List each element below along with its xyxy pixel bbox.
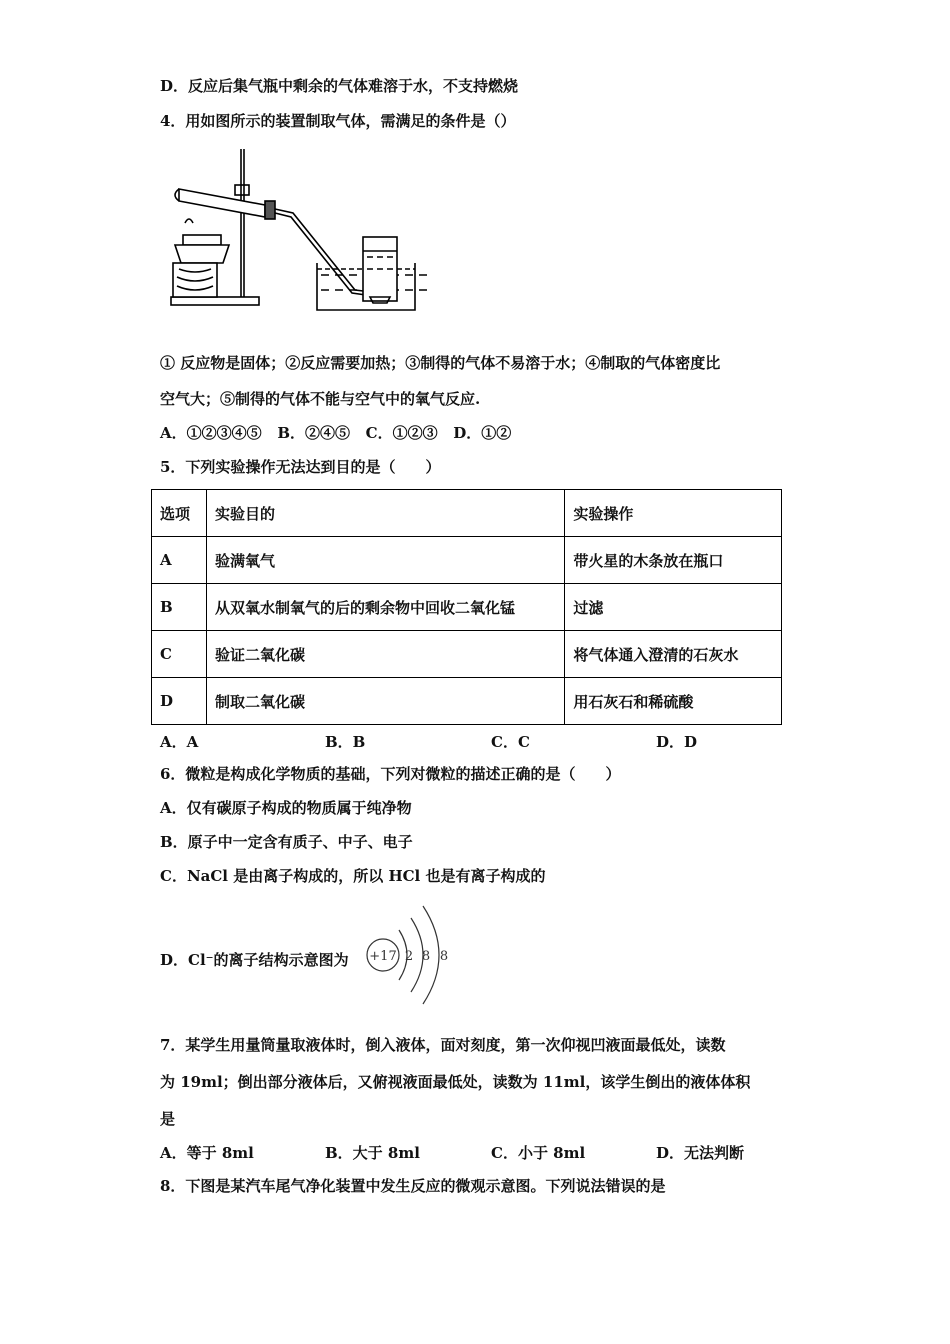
- row-label: B: [152, 584, 207, 631]
- shell-1-electrons: 2: [404, 949, 414, 964]
- q5-option-b[interactable]: B．B: [325, 733, 366, 751]
- row-label: D: [152, 678, 207, 725]
- q4-conditions-line2: 空气大；⑤制得的气体不能与空气中的氧气反应.: [160, 390, 481, 408]
- q6-stem: 6．微粒是构成化学物质的基础，下列对微粒的描述正确的是（ ）: [160, 765, 621, 783]
- q3-option-d: D．反应后集气瓶中剩余的气体难溶于水，不支持燃烧: [160, 77, 519, 95]
- q4-stem: 4．用如图所示的装置制取气体，需满足的条件是（）: [160, 112, 516, 130]
- row-purpose: 从双氧水制氧气的后的剩余物中回收二氧化锰: [206, 584, 564, 631]
- row-label: C: [152, 631, 207, 678]
- q4-option-d[interactable]: D．①②: [453, 424, 512, 442]
- q4-conditions-line1: ① 反应物是固体；②反应需要加热；③制得的气体不易溶于水；④制取的气体密度比: [160, 354, 721, 372]
- row-purpose: 制取二氧化碳: [206, 678, 564, 725]
- shell-3-electrons: 8: [439, 949, 449, 964]
- q4-option-b[interactable]: B．②④⑤: [277, 424, 350, 442]
- table-header-row: [152, 490, 782, 537]
- table-row: [152, 584, 782, 631]
- header-option: 选项: [152, 490, 207, 537]
- q5-option-c[interactable]: C．C: [491, 733, 530, 751]
- q7-stem-line1: 7．某学生用量筒量取液体时，倒入液体，面对刻度，第一次仰视凹液面最低处，读数: [160, 1036, 726, 1054]
- q7-stem-line2: 为 19ml；倒出部分液体后，又俯视液面最低处，读数为 11ml，该学生倒出的液体体积: [160, 1073, 751, 1091]
- q6-option-b[interactable]: B．原子中一定含有质子、中子、电子: [160, 833, 413, 851]
- q5-stem: 5．下列实验操作无法达到目的是（ ）: [160, 458, 441, 476]
- row-label: A: [152, 537, 207, 584]
- q6-option-d[interactable]: D．Cl⁻的离子结构示意图为: [160, 951, 349, 969]
- q4-options: [160, 423, 511, 443]
- row-operation: 过滤: [565, 584, 782, 631]
- q6-option-c[interactable]: C．NaCl 是由离子构成的，所以 HCl 也是有离子构成的: [160, 867, 546, 885]
- q5-option-a[interactable]: A．A: [160, 733, 199, 751]
- q7-options: [160, 1142, 780, 1162]
- q8-stem: 8．下图是某汽车尾气净化装置中发生反应的微观示意图。下列说法错误的是: [160, 1177, 666, 1195]
- row-operation: 将气体通入澄清的石灰水: [565, 631, 782, 678]
- header-purpose: 实验目的: [206, 490, 564, 537]
- table-row: [152, 678, 782, 725]
- q4-option-a[interactable]: A．①②③④⑤: [160, 424, 262, 442]
- q5-option-d[interactable]: D．D: [656, 733, 698, 751]
- q7-option-a[interactable]: A．等于 8ml: [160, 1144, 254, 1162]
- q7-stem-line3: 是: [160, 1110, 176, 1128]
- q7-option-b[interactable]: B．大于 8ml: [325, 1144, 420, 1162]
- row-operation: 用石灰石和稀硫酸: [565, 678, 782, 725]
- gas-apparatus-diagram: [165, 145, 500, 315]
- table-row: [152, 631, 782, 678]
- nucleus-charge: +17: [369, 949, 397, 964]
- chloride-ion-structure-diagram: [365, 900, 460, 1010]
- shell-2-electrons: 8: [421, 949, 431, 964]
- q7-option-d[interactable]: D．无法判断: [656, 1144, 745, 1162]
- q4-option-c[interactable]: C．①②③: [365, 424, 438, 442]
- q6-option-a[interactable]: A．仅有碳原子构成的物质属于纯净物: [160, 799, 412, 817]
- row-purpose: 验满氧气: [206, 537, 564, 584]
- header-operation: 实验操作: [565, 490, 782, 537]
- q5-options: [160, 731, 780, 751]
- q5-experiment-table: [151, 489, 782, 725]
- row-operation: 带火星的木条放在瓶口: [565, 537, 782, 584]
- q7-option-c[interactable]: C．小于 8ml: [491, 1144, 586, 1162]
- row-purpose: 验证二氧化碳: [206, 631, 564, 678]
- table-row: [152, 537, 782, 584]
